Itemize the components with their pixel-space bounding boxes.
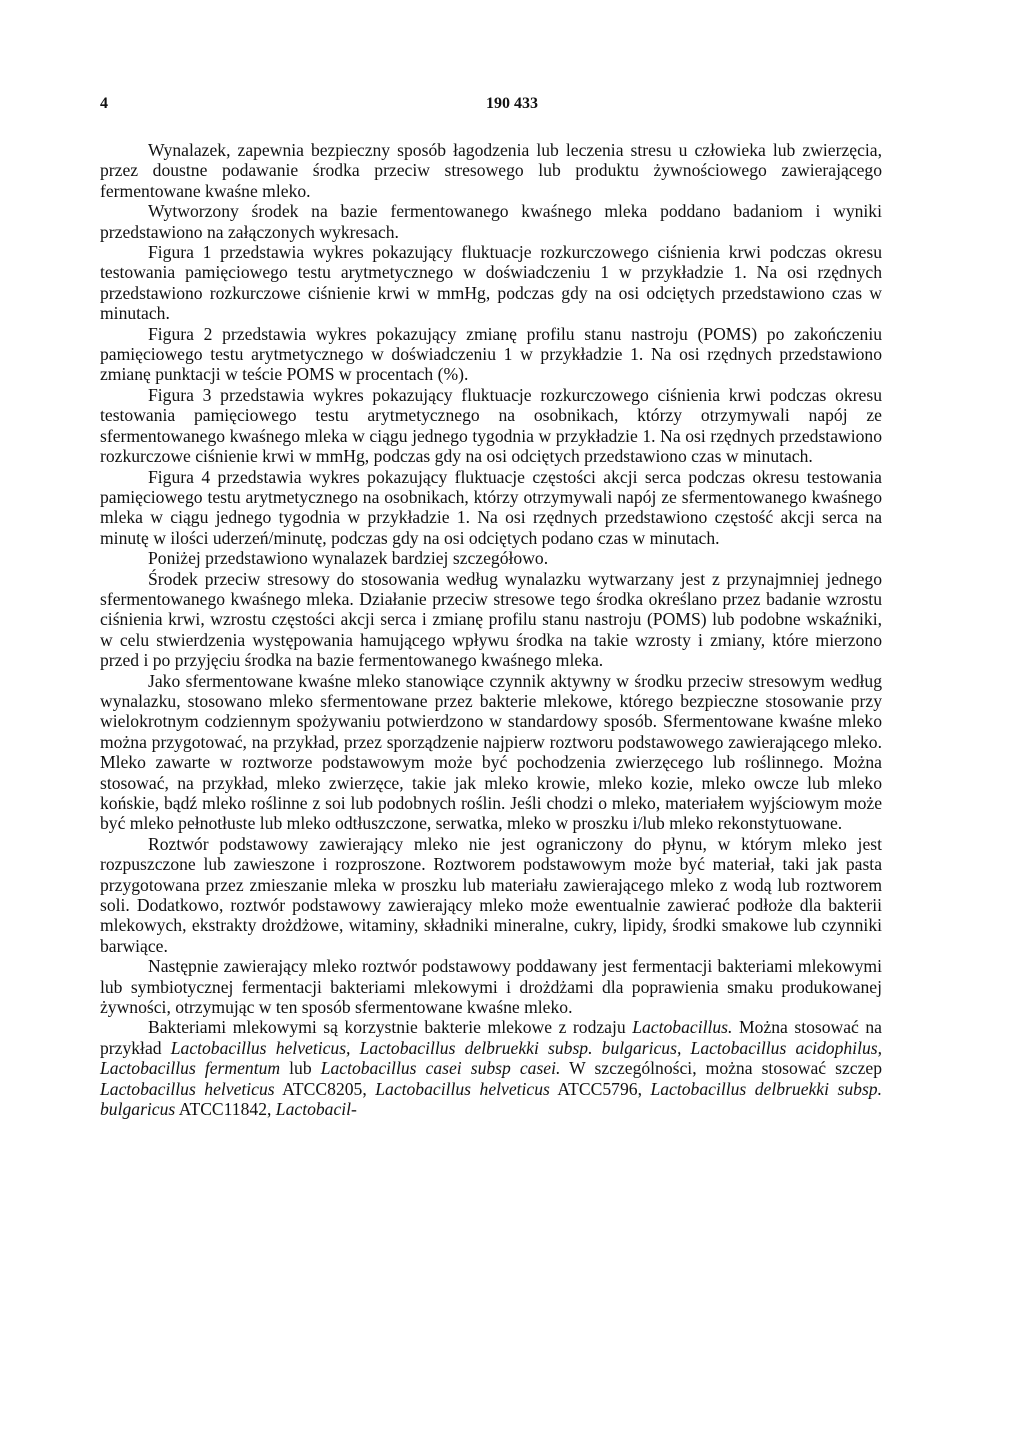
paragraph-figure-1: Figura 1 przedstawia wykres pokazujący fluktuacje rozkurczowego ciśnienia krwi podczas okresu testowania pamięciowego testu arytmetycznego w doświadczeniu 1 w przykładzie 1. Na osi rzędnych przedstawiono rozkurczowe ciśnienie krwi w mmHg, podczas gdy na osi odciętych przedstawiono czas w minutach. bbox=[100, 242, 882, 324]
body-text bbox=[100, 140, 882, 1120]
bacteria-text-5: ATCC8205, bbox=[274, 1078, 376, 1099]
bacteria-species-7: Lactobacil- bbox=[275, 1099, 357, 1120]
paragraph-research: Wytworzony środek na bazie fermentowanego kwaśnego mleka poddano badaniom i wyniki przedstawiono na załączonych wykresach. bbox=[100, 201, 882, 242]
paragraph-solution: Roztwór podstawowy zawierający mleko nie jest ograniczony do płynu, w którym mleko jest rozpuszczone lub zawieszone i rozproszone. Roztworem podstawowym może być materiał, taki jak pasta przygotowana przez zmieszanie mleka w proszku lub materiału zawierającego mleko z wodą lub roztworem soli. Dodatkowo, roztwór podstawowy zawierający mleko może ewentualnie zawierać podłoże dla bakterii mlekowych, ekstrakty drożdżowe, witaminy, składniki mineralne, cukry, lipidy, środki smakowe lub czynniki barwiące. bbox=[100, 833, 882, 956]
page-header bbox=[100, 95, 924, 119]
bacteria-species-5: Lactobacillus helveticus bbox=[375, 1078, 550, 1099]
paragraph-milk: Jako sfermentowane kwaśne mleko stanowiące czynnik aktywny w środku przeciw stresowym według wynalazku, stosowano mleko sfermentowane przez bakterie mlekowe, którego bezpieczne stosowanie przy wielokrotnym codziennym spożywaniu potwierdzono w standardowy sposób. Sfermentowane kwaśne mleko można przygotować, na przykład, przez sporządzenie najpierw roztworu podstawowego zawierającego mleko. Mleko zawarte w roztworze podstawowym może być pochodzenia zwierzęcego lub roślinnego. Można stosować, na przykład, mleko zwierzęce, takie jak mleko krowie, mleko kozie, mleko owcze lub mleko końskie, bądź mleko roślinne z soi lub podobnych roślin. Jeśli chodzi o mleko, materiałem wyjściowym może być mleko pełnotłuste lub mleko odtłuszczone, serwatka, mleko w proszku i/lub mleko rekonstytuowane. bbox=[100, 670, 882, 834]
paragraph-detail: Poniżej przedstawiono wynalazek bardziej szczegółowo. bbox=[148, 548, 549, 569]
bacteria-species-3: Lactobacillus casei subsp casei. bbox=[320, 1058, 561, 1079]
paragraph-bacteria bbox=[100, 1017, 882, 1119]
paragraph-fermentation: Następnie zawierający mleko roztwór podstawowy poddawany jest fermentacji bakteriami mlekowymi lub symbiotycznej fermentacji bakteriami mlekowymi i drożdżami dla poprawienia smaku produkowanej żywności, otrzymując w ten sposób sfermentowane kwaśne mleko. bbox=[100, 956, 882, 1018]
bacteria-text-4: W szczególności, można stosować szczep bbox=[560, 1058, 883, 1079]
bacteria-species-2: Lactobacillus helveticus, Lactobacillus delbruekki subsp. bulgaricus, Lactobacillus acidophilus, Lactobacillus fermentum bbox=[100, 1037, 882, 1079]
bacteria-text-1: Bakteriami mlekowymi są korzystnie bakterie mlekowe z rodzaju bbox=[148, 1017, 633, 1038]
paragraph-intro: Wynalazek, zapewnia bezpieczny sposób łagodzenia lub leczenia stresu u człowieka lub zwierzęcia, przez doustne podawanie środka przeciw stresowego lub produktu żywnościowego zawierającego fermentowane kwaśne mleko. bbox=[100, 140, 882, 201]
bacteria-species-1: Lactobacillus. bbox=[632, 1017, 733, 1038]
bacteria-text-2: Można stosować na przykład bbox=[100, 1017, 882, 1058]
page-number: 4 bbox=[100, 95, 108, 112]
paragraph-figure-3: Figura 3 przedstawia wykres pokazujący fluktuacje rozkurczowego ciśnienia krwi podczas okresu testowania pamięciowego testu arytmetycznego na osobnikach, którzy otrzymywali napój ze sfermentowanego kwaśnego mleka w ciągu jednego tygodnia w przykładzie 1. Na osi rzędnych przedstawiono rozkurczowe ciśnienie krwi w mmHg, podczas gdy na osi odciętych przedstawiono czas w minutach. bbox=[100, 384, 882, 467]
bacteria-text-3: lub bbox=[280, 1058, 321, 1079]
bacteria-text-6: ATCC5796, bbox=[549, 1078, 651, 1099]
bacteria-species-4: Lactobacillus helveticus bbox=[100, 1078, 275, 1099]
patent-number: 190 433 bbox=[486, 95, 538, 112]
paragraph-figure-2: Figura 2 przedstawia wykres pokazujący zmianę profilu stanu nastroju (POMS) po zakończeniu pamięciowego testu arytmetycznego w doświadczeniu 1 w przykładzie 1. Na osi rzędnych przedstawiono zmianę punktacji w teście POMS w procentach (%). bbox=[100, 323, 882, 385]
paragraph-figure-4: Figura 4 przedstawia wykres pokazujący fluktuacje częstości akcji serca podczas okresu testowania pamięciowego testu arytmetycznego na osobnikach, którzy otrzymywali napój ze sfermentowanego kwaśnego mleka w ciągu jednego tygodnia w przykładzie 1. Na osi rzędnych przedstawiono częstość akcji serca na minutę w ilości uderzeń/minutę, podczas gdy na osi odciętych podano czas w minutach. bbox=[100, 466, 882, 548]
bacteria-text-7: ATCC11842, bbox=[175, 1099, 276, 1120]
bacteria-species-6: Lactobacillus delbruekki subsp. bulgaricus bbox=[100, 1078, 882, 1120]
paragraph-agent: Środek przeciw stresowy do stosowania według wynalazku wytwarzany jest z przynajmniej jednego sfermentowanego kwaśnego mleka. Działanie przeciw stresowe tego środka określano przez badanie wzrostu ciśnienia krwi, wzrostu częstości akcji serca i zmianę profilu stanu nastroju (POMS) lub podobne wskaźniki, w celu stwierdzenia występowania hamującego wpływu środka na takie wzrosty i zmiany, które mierzono przed i po przyjęciu środka na bazie fermentowanego kwaśnego mleka. bbox=[100, 568, 882, 671]
